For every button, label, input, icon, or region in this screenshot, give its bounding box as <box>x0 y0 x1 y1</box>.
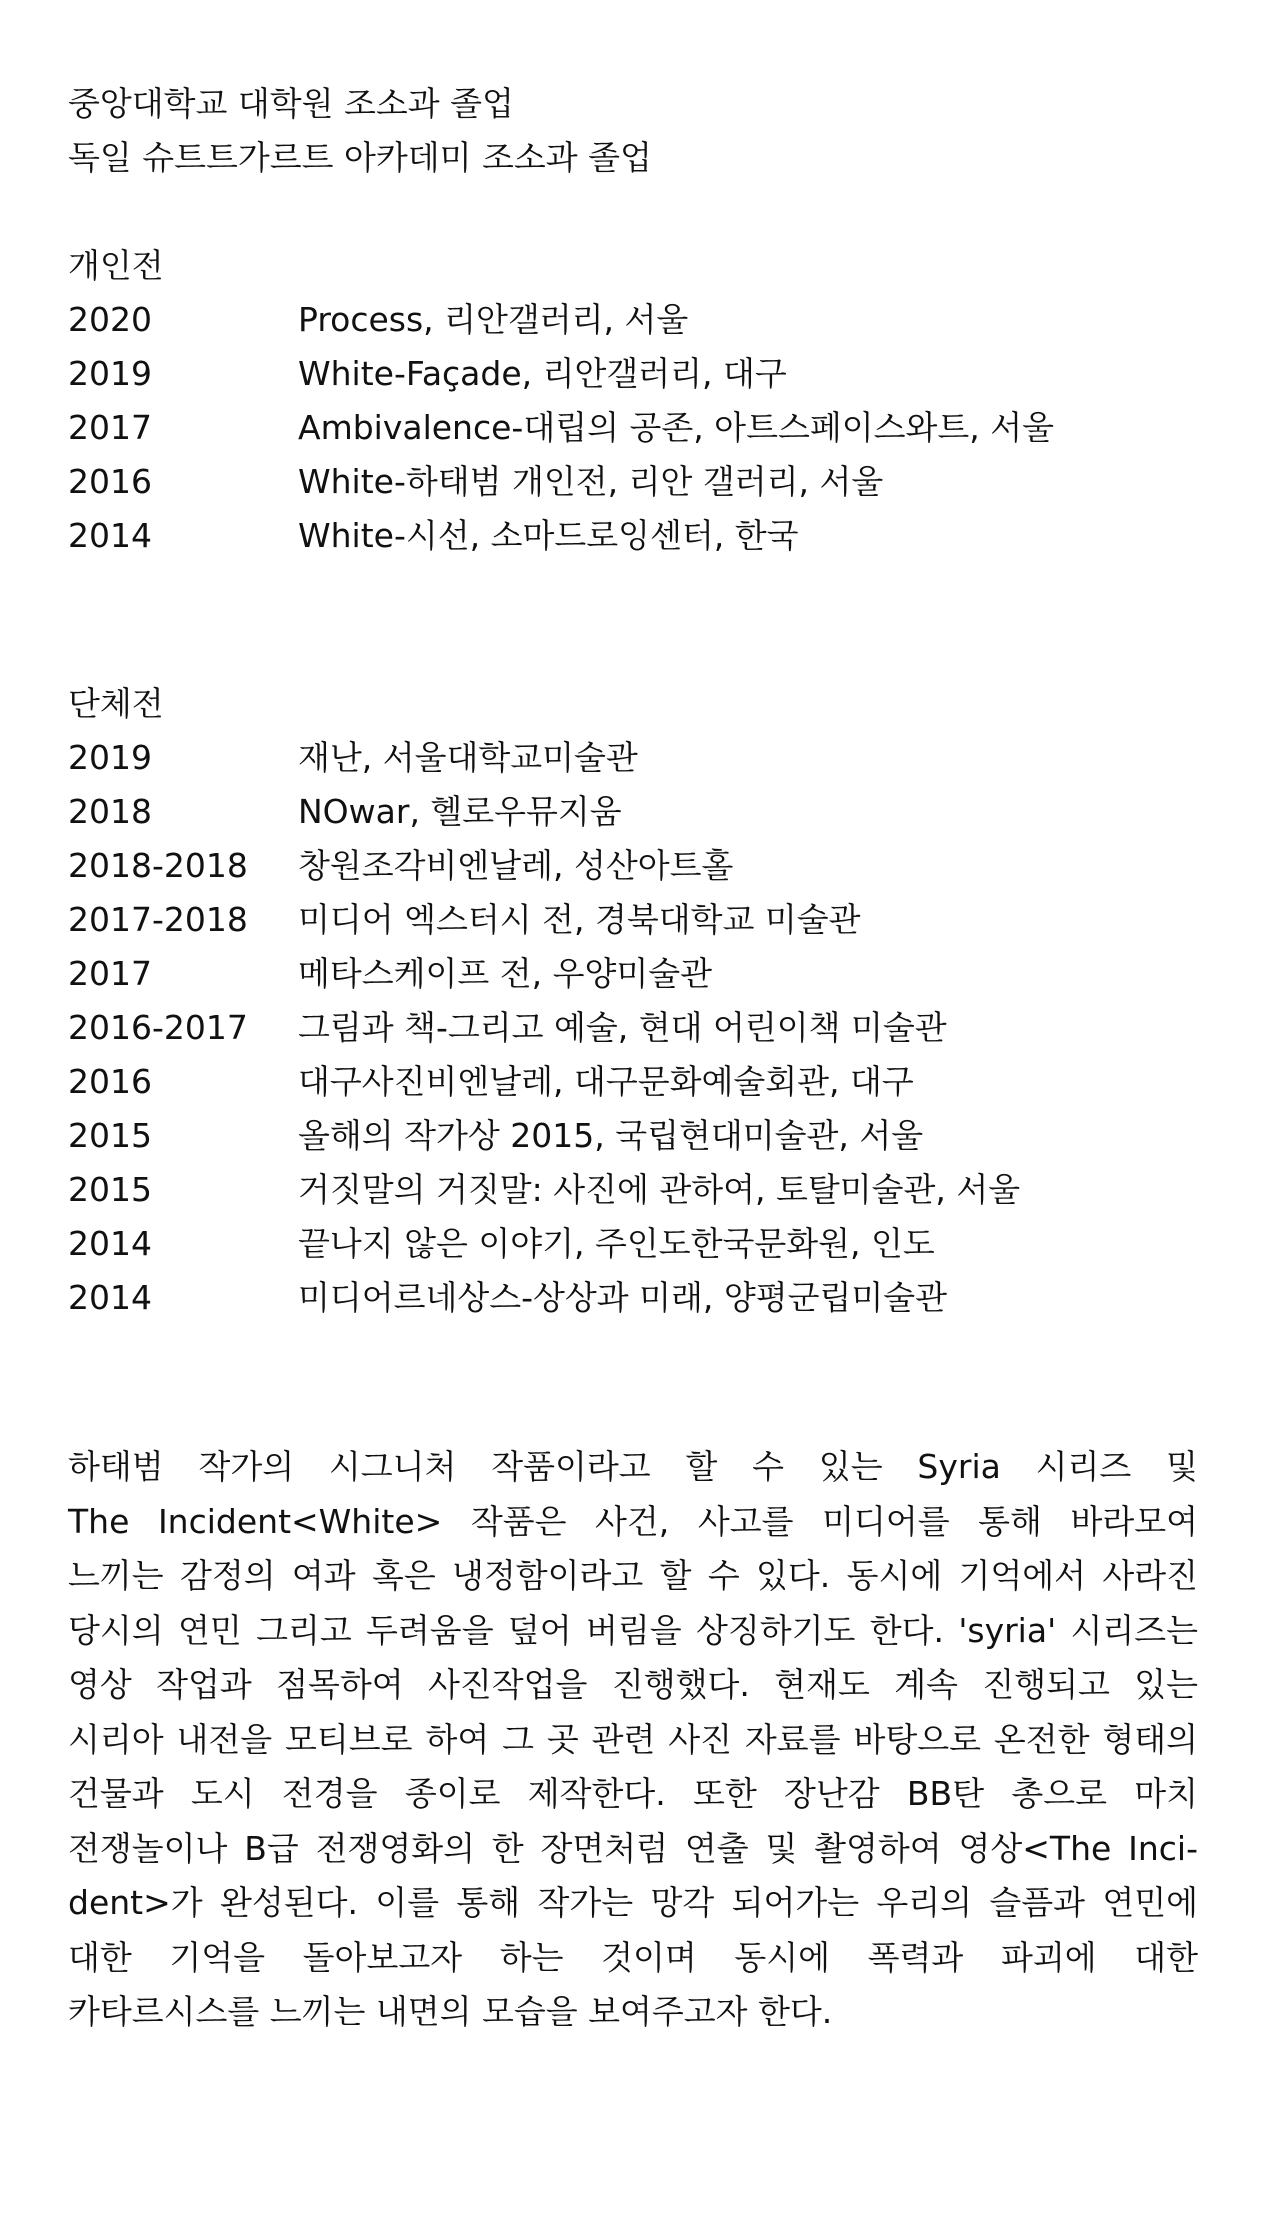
exhibition-year: 2019 <box>68 354 152 393</box>
exhibition-year: 2014 <box>68 1278 152 1317</box>
exhibition-row <box>68 1271 1020 1325</box>
exhibition-row <box>68 401 1054 455</box>
exhibition-entry: 올해의 작가상 2015, 국립현대미술관, 서울 <box>298 1116 924 1155</box>
exhibition-row <box>68 455 1054 509</box>
exhibition-year: 2016-2017 <box>68 1008 248 1047</box>
education-section <box>68 77 652 185</box>
exhibition-row <box>68 947 1020 1001</box>
exhibition-row <box>68 785 1020 839</box>
exhibition-entry: 창원조각비엔날레, 성산아트홀 <box>298 846 734 885</box>
exhibition-entry: 미디어 엑스터시 전, 경북대학교 미술관 <box>298 900 861 939</box>
exhibition-row <box>68 1163 1020 1217</box>
section-title: 개인전 <box>68 246 164 285</box>
exhibition-row <box>68 731 1020 785</box>
exhibition-entry: White-하태범 개인전, 리안 갤러리, 서울 <box>298 462 884 501</box>
statement-line: 건물과 도시 전경을 종이로 제작한다. 또한 장난감 BB탄 총으로 마치 <box>68 1774 1198 1813</box>
exhibition-entry: 대구사진비엔날레, 대구문화예술회관, 대구 <box>298 1062 914 1101</box>
statement-line: The Incident<White> 작품은 사건, 사고를 미디어를 통해 바라모여 <box>68 1501 1198 1541</box>
statement-line: 당시의 연민 그리고 두려움을 덮어 버림을 상징하기도 한다. 'syria' 시리즈는 <box>68 1610 1198 1650</box>
exhibition-year: 2019 <box>68 738 152 777</box>
statement-line: 카타르시스를 느끼는 내면의 모습을 보여주고자 한다. <box>68 1992 833 2031</box>
exhibition-year: 2016 <box>68 1062 152 1101</box>
statement-line: 영상 작업과 점목하여 사진작업을 진행했다. 현재도 계속 진행되고 있는 <box>68 1665 1198 1704</box>
statement-line: 전쟁놀이나 B급 전쟁영화의 한 장면처럼 연출 및 촬영하여 영상<The Inci- <box>68 1828 1198 1868</box>
exhibition-entry: 끝나지 않은 이야기, 주인도한국문화원, 인도 <box>298 1224 935 1263</box>
group-exhibitions-section <box>68 677 1020 1325</box>
artist-statement <box>68 1440 1198 2040</box>
exhibition-year: 2018 <box>68 792 152 831</box>
exhibition-row <box>68 1001 1020 1055</box>
education-line: 중앙대학교 대학원 조소과 졸업 <box>68 84 514 123</box>
exhibition-year: 2016 <box>68 462 152 501</box>
statement-line: 시리아 내전을 모티브로 하여 그 곳 관련 사진 자료를 바탕으로 온전한 형태의 <box>68 1719 1198 1759</box>
exhibition-entry: White-Façade, 리안갤러리, 대구 <box>298 354 787 393</box>
exhibition-year: 2017 <box>68 954 152 993</box>
exhibition-entry: 재난, 서울대학교미술관 <box>298 738 638 777</box>
exhibition-year: 2014 <box>68 1224 152 1263</box>
exhibition-entry: Process, 리안갤러리, 서울 <box>298 300 689 339</box>
section-title: 단체전 <box>68 684 164 723</box>
exhibition-entry: 메타스케이프 전, 우양미술관 <box>298 954 713 993</box>
statement-line: 느끼는 감정의 여과 혹은 냉정함이라고 할 수 있다. 동시에 기억에서 사라진 <box>68 1556 1198 1595</box>
education-line: 독일 슈트트가르트 아카데미 조소과 졸업 <box>68 138 652 177</box>
exhibition-row <box>68 839 1020 893</box>
exhibition-year: 2020 <box>68 300 152 339</box>
exhibition-row <box>68 509 1054 563</box>
exhibition-entry: 그림과 책-그리고 예술, 현대 어린이책 미술관 <box>298 1008 947 1047</box>
statement-line: 대한 기억을 돌아보고자 하는 것이며 동시에 폭력과 파괴에 대한 <box>68 1937 1198 1977</box>
exhibition-entry: 거짓말의 거짓말: 사진에 관하여, 토탈미술관, 서울 <box>298 1170 1021 1209</box>
statement-line: dent>가 완성된다. 이를 통해 작가는 망각 되어가는 우리의 슬픔과 연민에 <box>68 1883 1198 1922</box>
exhibition-entry: NOwar, 헬로우뮤지움 <box>298 792 622 831</box>
exhibition-row <box>68 293 1054 347</box>
exhibition-entry: 미디어르네상스-상상과 미래, 양평군립미술관 <box>298 1278 948 1317</box>
exhibition-year: 2015 <box>68 1116 152 1155</box>
exhibition-row <box>68 1109 1020 1163</box>
exhibition-year: 2015 <box>68 1170 152 1209</box>
exhibition-row <box>68 347 1054 401</box>
exhibition-year: 2017 <box>68 408 152 447</box>
exhibition-row <box>68 1055 1020 1109</box>
exhibition-row <box>68 893 1020 947</box>
exhibition-entry: White-시선, 소마드로잉센터, 한국 <box>298 516 799 555</box>
exhibition-year: 2018-2018 <box>68 846 248 885</box>
exhibition-year: 2017-2018 <box>68 900 248 939</box>
exhibition-entry: Ambivalence-대립의 공존, 아트스페이스와트, 서울 <box>298 408 1054 447</box>
exhibition-year: 2014 <box>68 516 152 555</box>
statement-line: 하태범 작가의 시그니처 작품이라고 할 수 있는 Syria 시리즈 및 <box>68 1447 1198 1486</box>
exhibition-row <box>68 1217 1020 1271</box>
solo-exhibitions-section <box>68 239 1054 563</box>
